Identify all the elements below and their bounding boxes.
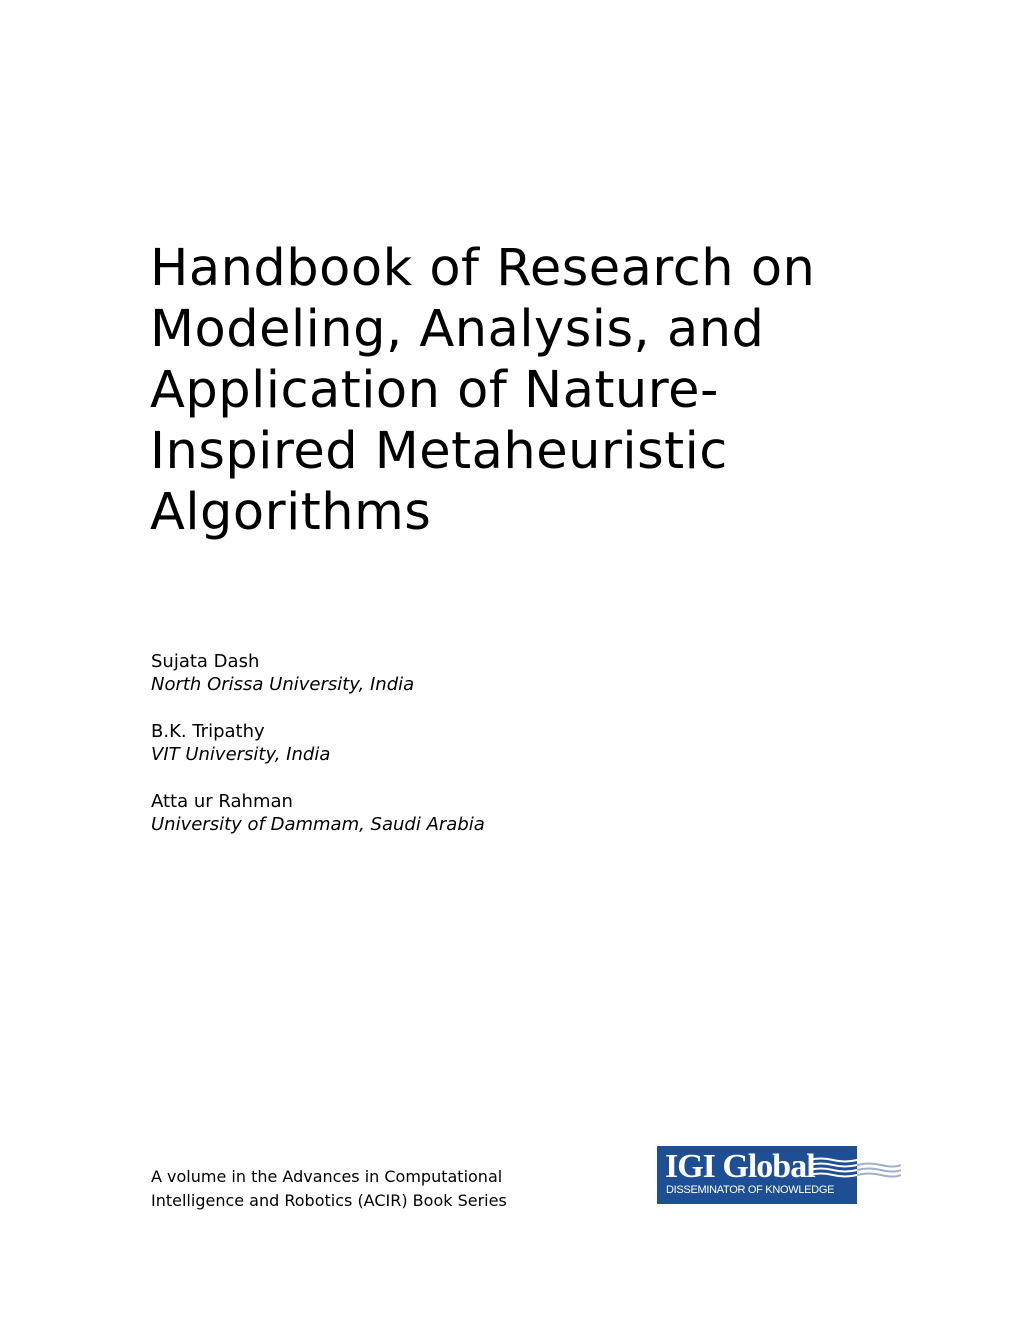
author-affiliation: North Orissa University, India [151, 674, 415, 695]
series-line: Intelligence and Robotics (ACIR) Book Series [151, 1191, 507, 1210]
wave-lines-icon [809, 1156, 901, 1184]
author-entry [151, 790, 485, 836]
author-list [151, 650, 485, 860]
author-affiliation: VIT University, India [151, 744, 331, 765]
book-series-note [151, 1165, 507, 1213]
title-line: Inspired Metaheuristic [150, 422, 728, 481]
title-line: Algorithms [150, 483, 432, 542]
title-line: Handbook of Research on [150, 239, 816, 298]
book-title [150, 238, 950, 543]
author-affiliation: University of Dammam, Saudi Arabia [151, 814, 485, 835]
logo-tagline: DISSEMINATOR OF KNOWLEDGE [666, 1184, 835, 1196]
title-line: Application of Nature- [150, 361, 719, 420]
author-entry [151, 650, 485, 696]
publisher-logo [657, 1146, 901, 1204]
title-line: Modeling, Analysis, and [150, 300, 765, 359]
author-name: Atta ur Rahman [151, 791, 293, 812]
logo-wordmark: IGI Global [665, 1148, 815, 1185]
author-entry [151, 720, 485, 766]
author-name: Sujata Dash [151, 651, 260, 672]
series-line: A volume in the Advances in Computational [151, 1167, 503, 1186]
author-name: B.K. Tripathy [151, 721, 265, 742]
